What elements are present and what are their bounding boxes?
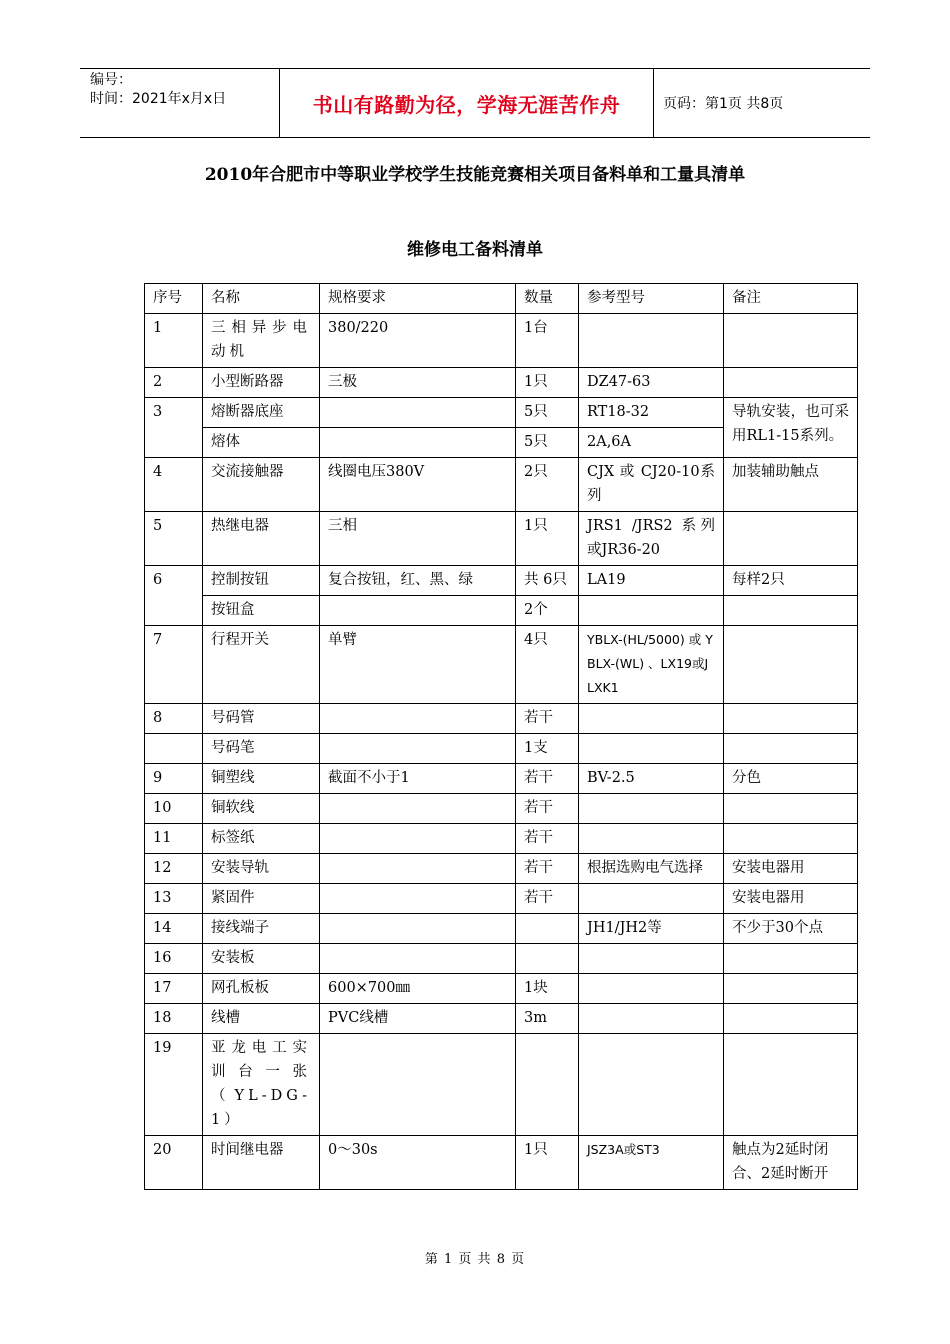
cell-spec: 三相 (320, 512, 516, 566)
cell-index: 16 (145, 944, 203, 974)
table-row (145, 1136, 858, 1190)
cell-name: 热继电器 (203, 512, 320, 566)
cell-qty: 2只 (516, 458, 579, 512)
cell-spec: 单臂 (320, 626, 516, 704)
cell-name: 标签纸 (203, 824, 320, 854)
cell-spec (320, 944, 516, 974)
cell-index: 11 (145, 824, 203, 854)
cell-spec: 600×700㎜ (320, 974, 516, 1004)
cell-name: 网孔板板 (203, 974, 320, 1004)
cell-model (579, 734, 724, 764)
cell-qty: 若干 (516, 794, 579, 824)
cell-name: 铜软线 (203, 794, 320, 824)
cell-note (724, 974, 858, 1004)
table-row (145, 704, 858, 734)
table-row (145, 512, 858, 566)
cell-model (579, 596, 724, 626)
document-time-label: 时间：2021年x月x日 (90, 91, 227, 107)
header-cell-note: 备注 (724, 284, 858, 314)
cell-index (145, 734, 203, 764)
cell-model (579, 974, 724, 1004)
header-cell-qty: 数量 (516, 284, 579, 314)
cell-model: DZ47-63 (579, 368, 724, 398)
cell-index: 8 (145, 704, 203, 734)
cell-model (579, 794, 724, 824)
cell-index: 20 (145, 1136, 203, 1190)
cell-qty: 若干 (516, 704, 579, 734)
page-footer: 第 1 页 共 8 页 (424, 1252, 526, 1267)
cell-spec: 复合按钮，红、黑、绿 (320, 566, 516, 596)
cell-name: 接线端子 (203, 914, 320, 944)
cell-name: 时间继电器 (203, 1136, 320, 1190)
cell-index: 1 (145, 314, 203, 368)
cell-model: RT18-32 (579, 398, 724, 428)
cell-name: 按钮盒 (203, 596, 320, 626)
cell-note (724, 704, 858, 734)
cell-note (724, 1004, 858, 1034)
table-row (145, 734, 858, 764)
table-row (145, 1004, 858, 1034)
header-cell-spec: 规格要求 (320, 284, 516, 314)
table-row (145, 458, 858, 512)
cell-index: 6 (145, 566, 203, 626)
cell-index: 18 (145, 1004, 203, 1034)
table-row (145, 824, 858, 854)
cell-model: BV-2.5 (579, 764, 724, 794)
table-row (145, 794, 858, 824)
cell-qty: 1块 (516, 974, 579, 1004)
cell-spec (320, 704, 516, 734)
cell-index: 10 (145, 794, 203, 824)
cell-model: YBLX-(HL/5000) 或 YBLX-(WL) 、LX19或JLXK1 (579, 626, 724, 704)
cell-index: 17 (145, 974, 203, 1004)
cell-qty: 若干 (516, 884, 579, 914)
cell-spec: 截面不小于1 (320, 764, 516, 794)
cell-qty: 4只 (516, 626, 579, 704)
table-row (145, 398, 858, 428)
cell-name: 交流接触器 (203, 458, 320, 512)
cell-model: LA19 (579, 566, 724, 596)
cell-spec: PVC线槽 (320, 1004, 516, 1034)
cell-name: 控制按钮 (203, 566, 320, 596)
table-row (145, 368, 858, 398)
cell-name: 铜塑线 (203, 764, 320, 794)
cell-note: 安装电器用 (724, 854, 858, 884)
cell-note (724, 824, 858, 854)
table-row (145, 944, 858, 974)
table-header-row (145, 284, 858, 314)
cell-qty: 1只 (516, 1136, 579, 1190)
cell-spec (320, 794, 516, 824)
table-row (145, 884, 858, 914)
cell-qty: 若干 (516, 854, 579, 884)
cell-qty: 共 6只 (516, 566, 579, 596)
cell-index: 3 (145, 398, 203, 458)
cell-name: 行程开关 (203, 626, 320, 704)
cell-spec (320, 596, 516, 626)
cell-qty (516, 914, 579, 944)
table-row (145, 914, 858, 944)
cell-index: 12 (145, 854, 203, 884)
cell-note (724, 944, 858, 974)
cell-index: 7 (145, 626, 203, 704)
table-row (145, 626, 858, 704)
table-row (145, 854, 858, 884)
cell-note (724, 1034, 858, 1136)
cell-name: 三相异步电动机 (203, 314, 320, 368)
cell-note: 导轨安装，也可采用RL1-15系列。 (724, 398, 858, 458)
cell-spec (320, 824, 516, 854)
cell-spec (320, 914, 516, 944)
section-title: 维修电工备料清单 (407, 240, 543, 260)
cell-qty: 1只 (516, 512, 579, 566)
cell-spec: 线圈电压380V (320, 458, 516, 512)
cell-name: 线槽 (203, 1004, 320, 1034)
cell-model (579, 1034, 724, 1136)
cell-note: 每样2只 (724, 566, 858, 596)
header-cell-index: 序号 (145, 284, 203, 314)
cell-model (579, 884, 724, 914)
cell-name: 亚龙电工实训台一张（YL-DG-1） (203, 1034, 320, 1136)
cell-qty: 5只 (516, 428, 579, 458)
materials-table (144, 283, 858, 1190)
table-row (145, 566, 858, 596)
cell-index: 14 (145, 914, 203, 944)
page-header (80, 68, 870, 138)
cell-name: 安装板 (203, 944, 320, 974)
cell-name: 熔断器底座 (203, 398, 320, 428)
cell-model (579, 944, 724, 974)
cell-spec: 三极 (320, 368, 516, 398)
cell-qty: 1只 (516, 368, 579, 398)
cell-spec (320, 428, 516, 458)
cell-qty (516, 944, 579, 974)
cell-qty: 1台 (516, 314, 579, 368)
cell-index: 9 (145, 764, 203, 794)
cell-name: 小型断路器 (203, 368, 320, 398)
cell-note (724, 596, 858, 626)
cell-spec: 380/220 (320, 314, 516, 368)
page-label: 页码：第1页 共8页 (663, 96, 784, 112)
cell-model: JRS1 /JRS2 系列或JR36-20 (579, 512, 724, 566)
cell-qty: 若干 (516, 764, 579, 794)
cell-model (579, 1004, 724, 1034)
cell-spec (320, 884, 516, 914)
table-row (145, 764, 858, 794)
cell-name: 号码管 (203, 704, 320, 734)
table-row (145, 1034, 858, 1136)
cell-note: 加装辅助触点 (724, 458, 858, 512)
cell-spec (320, 1034, 516, 1136)
cell-qty (516, 1034, 579, 1136)
cell-index: 2 (145, 368, 203, 398)
cell-note (724, 626, 858, 704)
cell-qty: 若干 (516, 824, 579, 854)
cell-index: 19 (145, 1034, 203, 1136)
header-meta (80, 69, 280, 137)
cell-note (724, 512, 858, 566)
cell-model: JSZ3A或ST3 (579, 1136, 724, 1190)
cell-model: JH1/JH2等 (579, 914, 724, 944)
header-page-info (654, 69, 870, 137)
header-cell-model: 参考型号 (579, 284, 724, 314)
cell-note (724, 314, 858, 368)
cell-note: 安装电器用 (724, 884, 858, 914)
cell-note: 不少于30个点 (724, 914, 858, 944)
cell-index: 5 (145, 512, 203, 566)
cell-spec (320, 854, 516, 884)
table-row (145, 314, 858, 368)
document-number-label: 编号： (90, 72, 132, 88)
cell-qty: 3m (516, 1004, 579, 1034)
cell-model (579, 314, 724, 368)
table-row (145, 974, 858, 1004)
cell-qty: 5只 (516, 398, 579, 428)
cell-note (724, 734, 858, 764)
cell-name: 号码笔 (203, 734, 320, 764)
cell-note (724, 368, 858, 398)
cell-model: 根据选购电气选择 (579, 854, 724, 884)
cell-qty: 1支 (516, 734, 579, 764)
cell-model: 2A,6A (579, 428, 724, 458)
cell-qty: 2个 (516, 596, 579, 626)
cell-model (579, 824, 724, 854)
header-motto: 书山有路勤为径，学海无涯苦作舟 (280, 69, 654, 137)
cell-note (724, 794, 858, 824)
cell-index: 13 (145, 884, 203, 914)
cell-model (579, 704, 724, 734)
cell-spec (320, 398, 516, 428)
cell-name: 紧固件 (203, 884, 320, 914)
document-title: 2010年合肥市中等职业学校学生技能竞赛相关项目备料单和工量具清单 (204, 165, 746, 185)
cell-spec (320, 734, 516, 764)
header-cell-name: 名称 (203, 284, 320, 314)
cell-note: 触点为2延时闭合、2延时断开 (724, 1136, 858, 1190)
cell-model: CJX 或 CJ20-10系列 (579, 458, 724, 512)
cell-name: 熔体 (203, 428, 320, 458)
cell-index: 4 (145, 458, 203, 512)
table-row (145, 596, 858, 626)
cell-name: 安装导轨 (203, 854, 320, 884)
cell-spec: 0～30s (320, 1136, 516, 1190)
cell-note: 分色 (724, 764, 858, 794)
